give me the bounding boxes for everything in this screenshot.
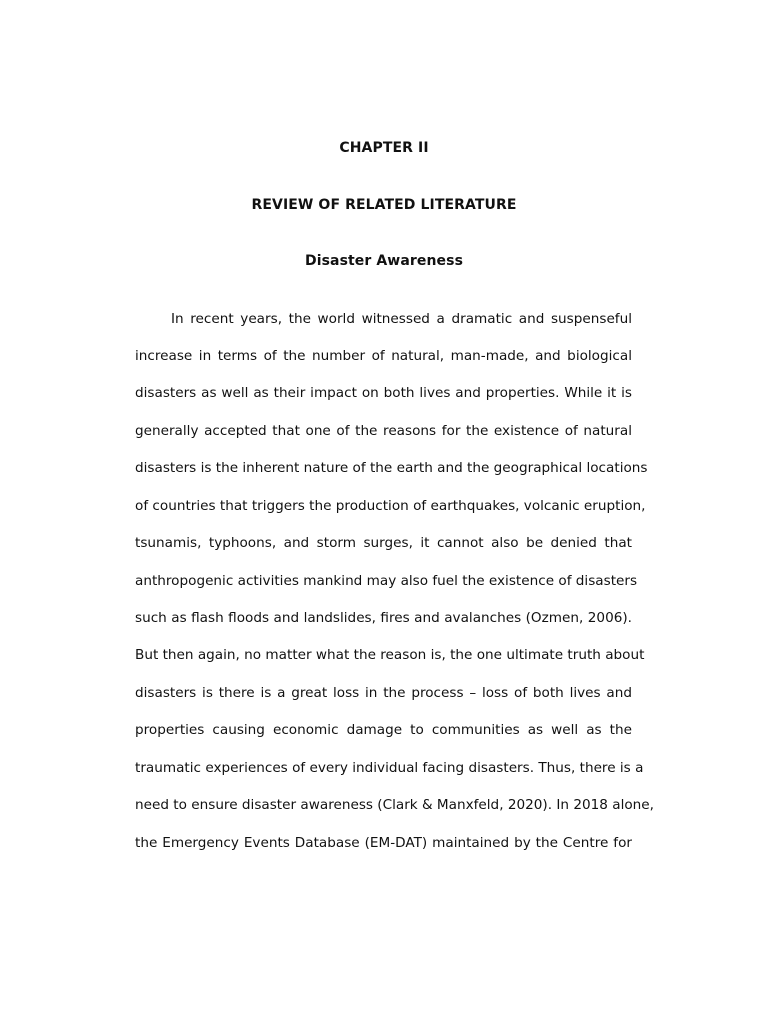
- chapter-heading: CHAPTER II: [339, 140, 429, 156]
- paragraph-line: the Emergency Events Database (EM-DAT) maintained by the Centre for: [135, 835, 632, 851]
- paragraph-line: traumatic experiences of every individual facing disasters. Thus, there is a: [135, 760, 644, 776]
- paragraph-line: generally accepted that one of the reasons for the existence of natural: [135, 423, 632, 439]
- paragraph-line: In recent years, the world witnessed a dramatic and suspenseful: [171, 311, 632, 327]
- paragraph-line: disasters as well as their impact on both lives and properties. While it is: [135, 385, 632, 401]
- paragraph-line: increase in terms of the number of natural, man-made, and biological: [135, 348, 632, 364]
- paragraph-line: anthropogenic activities mankind may also fuel the existence of disasters: [135, 573, 638, 589]
- section-heading: Disaster Awareness: [304, 253, 464, 269]
- paragraph-line: properties causing economic damage to communities as well as the: [135, 722, 632, 738]
- paragraph-line: But then again, no matter what the reason is, the one ultimate truth about: [135, 647, 645, 663]
- paragraph-line: tsunamis, typhoons, and storm surges, it cannot also be denied that: [135, 535, 632, 551]
- paragraph-line: of countries that triggers the production of earthquakes, volcanic eruption,: [135, 498, 646, 514]
- paragraph-line: need to ensure disaster awareness (Clark & Manxfeld, 2020). In 2018 alone,: [135, 797, 654, 813]
- paragraph-line: disasters is the inherent nature of the earth and the geographical locations: [135, 460, 648, 476]
- chapter-title: REVIEW OF RELATED LITERATURE: [251, 197, 517, 213]
- paragraph-line: such as flash floods and landslides, fires and avalanches (Ozmen, 2006).: [135, 610, 632, 626]
- paragraph-line: disasters is there is a great loss in the process – loss of both lives and: [135, 685, 632, 701]
